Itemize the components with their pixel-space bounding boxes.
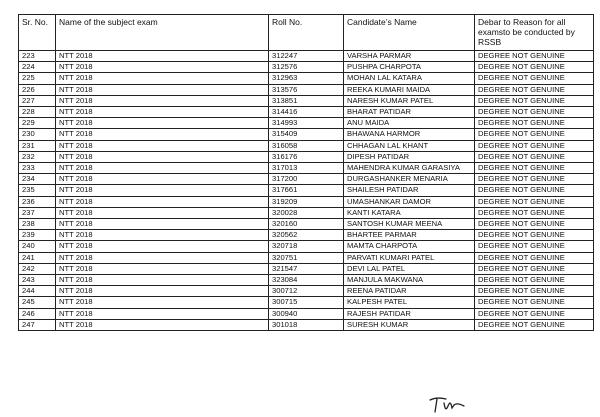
table-row <box>19 84 594 95</box>
cell-debar-reason: DEGREE NOT GENUINE <box>475 107 594 118</box>
cell-roll-no: 317200 <box>269 174 344 185</box>
cell-debar-reason: DEGREE NOT GENUINE <box>475 196 594 207</box>
cell-roll-no: 320028 <box>269 207 344 218</box>
cell-exam-name: NTT 2018 <box>56 297 269 308</box>
cell-candidate-name: SURESH KUMAR <box>344 319 475 330</box>
cell-exam-name: NTT 2018 <box>56 84 269 95</box>
table-row <box>19 252 594 263</box>
cell-roll-no: 320160 <box>269 219 344 230</box>
cell-debar-reason: DEGREE NOT GENUINE <box>475 319 594 330</box>
cell-candidate-name: PARVATI KUMARI PATEL <box>344 252 475 263</box>
cell-sr-no: 227 <box>19 95 56 106</box>
cell-debar-reason: DEGREE NOT GENUINE <box>475 95 594 106</box>
cell-exam-name: NTT 2018 <box>56 286 269 297</box>
cell-debar-reason: DEGREE NOT GENUINE <box>475 297 594 308</box>
cell-candidate-name: SHAILESH PATIDAR <box>344 185 475 196</box>
cell-sr-no: 240 <box>19 241 56 252</box>
cell-debar-reason: DEGREE NOT GENUINE <box>475 308 594 319</box>
cell-roll-no: 314993 <box>269 118 344 129</box>
cell-debar-reason: DEGREE NOT GENUINE <box>475 185 594 196</box>
cell-candidate-name: DEVI LAL PATEL <box>344 263 475 274</box>
handwritten-signature <box>428 394 468 414</box>
cell-roll-no: 315409 <box>269 129 344 140</box>
cell-candidate-name: PUSHPA CHARPOTA <box>344 62 475 73</box>
cell-exam-name: NTT 2018 <box>56 219 269 230</box>
cell-roll-no: 317013 <box>269 163 344 174</box>
cell-candidate-name: KANTI KATARA <box>344 207 475 218</box>
cell-exam-name: NTT 2018 <box>56 185 269 196</box>
cell-sr-no: 238 <box>19 219 56 230</box>
cell-sr-no: 235 <box>19 185 56 196</box>
cell-debar-reason: DEGREE NOT GENUINE <box>475 219 594 230</box>
cell-debar-reason: DEGREE NOT GENUINE <box>475 252 594 263</box>
cell-debar-reason: DEGREE NOT GENUINE <box>475 118 594 129</box>
cell-sr-no: 234 <box>19 174 56 185</box>
cell-candidate-name: BHARAT PATIDAR <box>344 107 475 118</box>
cell-sr-no: 223 <box>19 51 56 62</box>
cell-debar-reason: DEGREE NOT GENUINE <box>475 84 594 95</box>
cell-sr-no: 239 <box>19 230 56 241</box>
cell-debar-reason: DEGREE NOT GENUINE <box>475 73 594 84</box>
cell-roll-no: 320718 <box>269 241 344 252</box>
cell-roll-no: 320751 <box>269 252 344 263</box>
cell-candidate-name: MAHENDRA KUMAR GARASIYA <box>344 163 475 174</box>
table-row <box>19 319 594 330</box>
cell-roll-no: 323084 <box>269 275 344 286</box>
cell-exam-name: NTT 2018 <box>56 207 269 218</box>
cell-candidate-name: BHARTEE PARMAR <box>344 230 475 241</box>
cell-exam-name: NTT 2018 <box>56 107 269 118</box>
cell-debar-reason: DEGREE NOT GENUINE <box>475 174 594 185</box>
cell-sr-no: 231 <box>19 140 56 151</box>
cell-debar-reason: DEGREE NOT GENUINE <box>475 275 594 286</box>
cell-sr-no: 233 <box>19 163 56 174</box>
cell-sr-no: 247 <box>19 319 56 330</box>
table-row <box>19 241 594 252</box>
document-page <box>18 14 584 331</box>
table-row <box>19 207 594 218</box>
table-row <box>19 151 594 162</box>
cell-candidate-name: DURGASHANKER MENARIA <box>344 174 475 185</box>
cell-sr-no: 245 <box>19 297 56 308</box>
cell-exam-name: NTT 2018 <box>56 174 269 185</box>
cell-roll-no: 300712 <box>269 286 344 297</box>
cell-exam-name: NTT 2018 <box>56 319 269 330</box>
table-row <box>19 107 594 118</box>
cell-sr-no: 236 <box>19 196 56 207</box>
cell-sr-no: 225 <box>19 73 56 84</box>
table-row <box>19 286 594 297</box>
cell-sr-no: 242 <box>19 263 56 274</box>
cell-debar-reason: DEGREE NOT GENUINE <box>475 230 594 241</box>
table-body <box>19 51 594 331</box>
cell-exam-name: NTT 2018 <box>56 308 269 319</box>
table-row <box>19 308 594 319</box>
cell-exam-name: NTT 2018 <box>56 163 269 174</box>
cell-candidate-name: VARSHA PARMAR <box>344 51 475 62</box>
cell-debar-reason: DEGREE NOT GENUINE <box>475 241 594 252</box>
cell-sr-no: 224 <box>19 62 56 73</box>
cell-roll-no: 313576 <box>269 84 344 95</box>
cell-sr-no: 230 <box>19 129 56 140</box>
cell-roll-no: 320562 <box>269 230 344 241</box>
table-row <box>19 174 594 185</box>
cell-sr-no: 241 <box>19 252 56 263</box>
cell-sr-no: 232 <box>19 151 56 162</box>
cell-exam-name: NTT 2018 <box>56 129 269 140</box>
cell-sr-no: 244 <box>19 286 56 297</box>
cell-exam-name: NTT 2018 <box>56 95 269 106</box>
cell-debar-reason: DEGREE NOT GENUINE <box>475 51 594 62</box>
cell-roll-no: 319209 <box>269 196 344 207</box>
table-row <box>19 275 594 286</box>
cell-debar-reason: DEGREE NOT GENUINE <box>475 263 594 274</box>
table-row <box>19 196 594 207</box>
cell-exam-name: NTT 2018 <box>56 140 269 151</box>
cell-roll-no: 300715 <box>269 297 344 308</box>
cell-debar-reason: DEGREE NOT GENUINE <box>475 129 594 140</box>
cell-roll-no: 321547 <box>269 263 344 274</box>
debarred-candidates-table <box>18 14 594 331</box>
cell-debar-reason: DEGREE NOT GENUINE <box>475 163 594 174</box>
cell-roll-no: 317661 <box>269 185 344 196</box>
cell-candidate-name: RAJESH PATIDAR <box>344 308 475 319</box>
cell-candidate-name: REENA PATIDAR <box>344 286 475 297</box>
cell-roll-no: 313851 <box>269 95 344 106</box>
cell-exam-name: NTT 2018 <box>56 62 269 73</box>
table-row <box>19 73 594 84</box>
cell-candidate-name: SANTOSH KUMAR MEENA <box>344 219 475 230</box>
cell-debar-reason: DEGREE NOT GENUINE <box>475 286 594 297</box>
table-row <box>19 185 594 196</box>
header-candidate-name: Candidate’s Name <box>344 15 475 51</box>
cell-debar-reason: DEGREE NOT GENUINE <box>475 62 594 73</box>
cell-sr-no: 243 <box>19 275 56 286</box>
cell-exam-name: NTT 2018 <box>56 196 269 207</box>
cell-roll-no: 300940 <box>269 308 344 319</box>
cell-sr-no: 229 <box>19 118 56 129</box>
cell-candidate-name: MOHAN LAL KATARA <box>344 73 475 84</box>
cell-exam-name: NTT 2018 <box>56 275 269 286</box>
cell-candidate-name: ANU MAIDA <box>344 118 475 129</box>
cell-exam-name: NTT 2018 <box>56 151 269 162</box>
table-row <box>19 51 594 62</box>
cell-sr-no: 226 <box>19 84 56 95</box>
cell-exam-name: NTT 2018 <box>56 263 269 274</box>
cell-roll-no: 312963 <box>269 73 344 84</box>
cell-candidate-name: UMASHANKAR DAMOR <box>344 196 475 207</box>
cell-sr-no: 228 <box>19 107 56 118</box>
cell-roll-no: 312247 <box>269 51 344 62</box>
table-row <box>19 163 594 174</box>
header-debar-reason: Debar to Reason for all examsto be conducted by RSSB <box>475 15 594 51</box>
cell-sr-no: 237 <box>19 207 56 218</box>
cell-candidate-name: KALPESH PATEL <box>344 297 475 308</box>
cell-roll-no: 316058 <box>269 140 344 151</box>
header-roll-no: Roll No. <box>269 15 344 51</box>
table-row <box>19 219 594 230</box>
cell-roll-no: 316176 <box>269 151 344 162</box>
header-exam-name: Name of the subject exam <box>56 15 269 51</box>
cell-candidate-name: BHAWANA HARMOR <box>344 129 475 140</box>
table-row <box>19 140 594 151</box>
header-sr-no: Sr. No. <box>19 15 56 51</box>
cell-sr-no: 246 <box>19 308 56 319</box>
cell-candidate-name: DIPESH PATIDAR <box>344 151 475 162</box>
cell-debar-reason: DEGREE NOT GENUINE <box>475 140 594 151</box>
table-row <box>19 95 594 106</box>
table-header-row <box>19 15 594 51</box>
table-row <box>19 62 594 73</box>
table-row <box>19 263 594 274</box>
table-row <box>19 118 594 129</box>
table-row <box>19 230 594 241</box>
cell-debar-reason: DEGREE NOT GENUINE <box>475 151 594 162</box>
cell-candidate-name: NARESH KUMAR PATEL <box>344 95 475 106</box>
cell-exam-name: NTT 2018 <box>56 118 269 129</box>
cell-candidate-name: MANJULA MAKWANA <box>344 275 475 286</box>
cell-roll-no: 312576 <box>269 62 344 73</box>
table-row <box>19 129 594 140</box>
cell-debar-reason: DEGREE NOT GENUINE <box>475 207 594 218</box>
cell-candidate-name: CHHAGAN LAL KHANT <box>344 140 475 151</box>
cell-exam-name: NTT 2018 <box>56 230 269 241</box>
cell-exam-name: NTT 2018 <box>56 252 269 263</box>
cell-exam-name: NTT 2018 <box>56 73 269 84</box>
cell-exam-name: NTT 2018 <box>56 51 269 62</box>
cell-exam-name: NTT 2018 <box>56 241 269 252</box>
cell-candidate-name: MAMTA CHARPOTA <box>344 241 475 252</box>
table-row <box>19 297 594 308</box>
cell-roll-no: 301018 <box>269 319 344 330</box>
cell-candidate-name: REEKA KUMARI MAIDA <box>344 84 475 95</box>
cell-roll-no: 314416 <box>269 107 344 118</box>
